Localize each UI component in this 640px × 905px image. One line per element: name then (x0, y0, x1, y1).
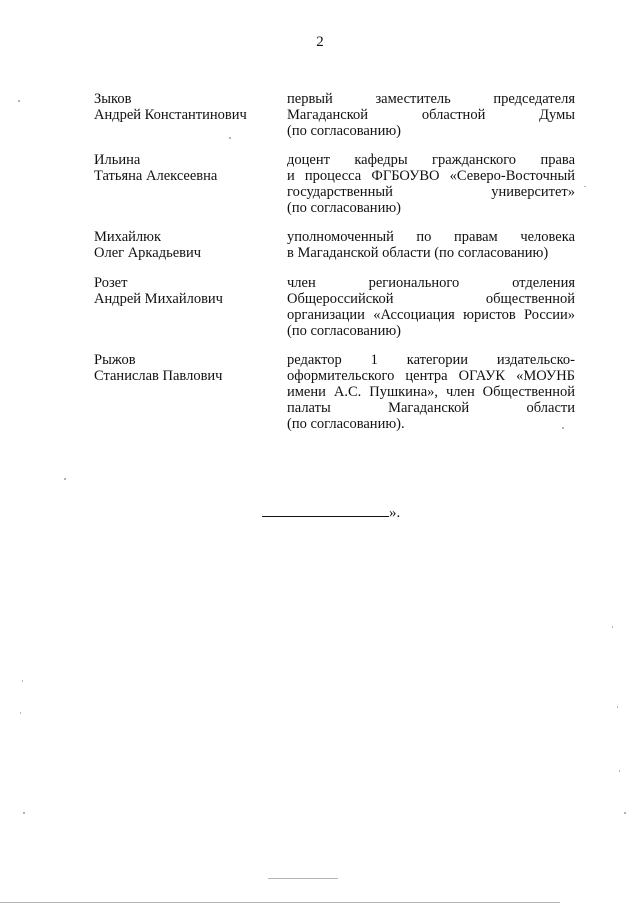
member-position (287, 91, 575, 139)
member-given-names: Олег Аркадьевич (94, 245, 202, 261)
position-line: (по согласованию). (287, 416, 405, 432)
position-line: первый заместитель председателя (287, 91, 575, 107)
scan-speck (612, 626, 613, 628)
member-name (94, 352, 274, 384)
member-name (94, 91, 274, 123)
scan-speck (22, 680, 23, 682)
member-surname: Михайлюк (94, 229, 162, 245)
scan-speck (619, 770, 620, 772)
member-position (287, 352, 575, 432)
member-surname: Рыжов (94, 352, 136, 368)
scan-speck (617, 706, 618, 708)
page-number: 2 (316, 34, 324, 50)
closing-line (262, 504, 400, 522)
position-line: палаты Магаданской области (287, 400, 575, 416)
position-line: Магаданской областной Думы (287, 107, 575, 123)
scan-speck (18, 100, 20, 102)
position-line: редактор 1 категории издательско- (287, 352, 575, 368)
position-line: имени А.С. Пушкина», член Общественной (287, 384, 575, 400)
position-line: уполномоченный по правам человека (287, 229, 575, 245)
position-line: в Магаданской области (по согласованию) (287, 245, 549, 261)
member-name (94, 152, 274, 184)
member-name (94, 275, 274, 307)
scan-speck (584, 186, 586, 187)
member-given-names: Татьяна Алексеевна (94, 168, 218, 184)
position-line: (по согласованию) (287, 123, 401, 139)
position-line: доцент кафедры гражданского права (287, 152, 575, 168)
position-line: член регионального отделения (287, 275, 575, 291)
member-position (287, 275, 575, 339)
member-position (287, 152, 575, 216)
member-given-names: Андрей Михайлович (94, 291, 223, 307)
scan-speck (229, 137, 231, 139)
member-position (287, 229, 575, 261)
member-given-names: Станислав Павлович (94, 368, 223, 384)
position-line: оформительского центра ОГАУК «МОУНБ (287, 368, 575, 384)
closing-quote: ». (389, 505, 401, 521)
position-line: (по согласованию) (287, 323, 401, 339)
scan-speck (562, 427, 564, 429)
scan-speck (20, 712, 21, 714)
position-line: и процесса ФГБОУВО «Северо-Восточный (287, 168, 575, 184)
position-line: Общероссийской общественной (287, 291, 575, 307)
scan-speck (23, 812, 25, 814)
scan-edge-line (0, 902, 560, 903)
member-name (94, 229, 274, 261)
scan-speck (624, 812, 626, 814)
position-line: (по согласованию) (287, 200, 401, 216)
closing-rule (262, 504, 389, 517)
position-line: организации «Ассоциация юристов России» (287, 307, 575, 323)
member-surname: Ильина (94, 152, 141, 168)
scan-edge-line (268, 878, 338, 879)
member-surname: Розет (94, 275, 128, 291)
member-given-names: Андрей Константинович (94, 107, 247, 123)
member-surname: Зыков (94, 91, 132, 107)
scan-speck (64, 478, 66, 480)
position-line: государственный университет» (287, 184, 575, 200)
